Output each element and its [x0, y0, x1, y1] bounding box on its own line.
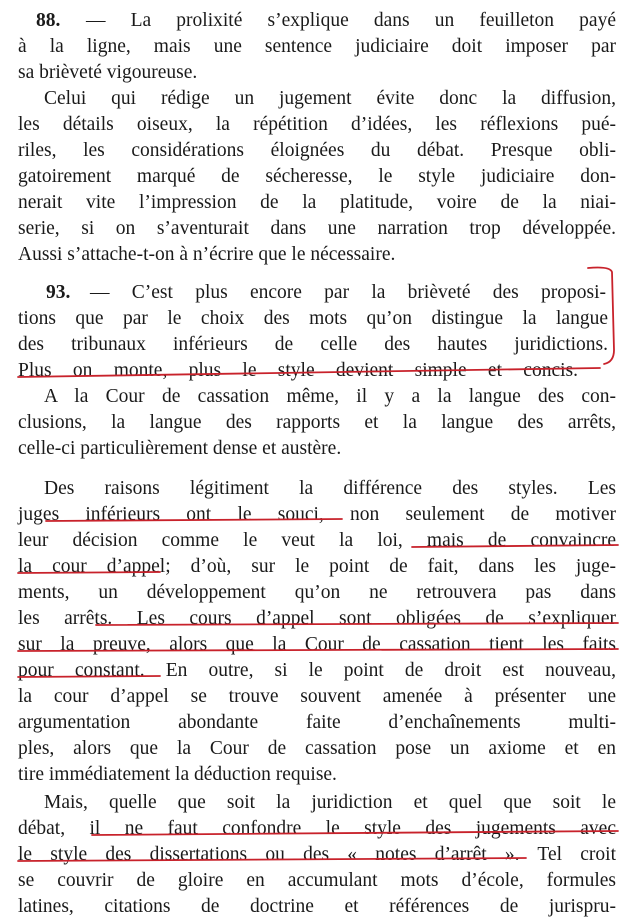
text-line: leur décision comme le veut la loi, mais de convaincre	[18, 530, 616, 551]
text-line: Plus on monte, plus le style devient simple et concis.	[18, 360, 578, 381]
text-line: latines, citations de doctrine et références de jurispru-	[18, 896, 616, 917]
text-line: A la Cour de cassation même, il y a la langue des con-	[44, 386, 616, 407]
text-line: celle-ci particulièrement dense et austère.	[18, 438, 342, 459]
text-line: la cour d’appel se trouve souvent amenée à présenter une	[18, 686, 616, 707]
text-line: — La prolixité s’explique dans un feuilleton payé	[86, 10, 616, 31]
text-line: juges inférieurs ont le souci, non seulement de motiver	[18, 504, 616, 525]
text-line: sur la preuve, alors que la Cour de cassation tient les faits	[18, 634, 616, 655]
text-line: nerait vite l’impression de la platitude, voire de la niai-	[18, 192, 616, 213]
text-line: sa brièveté vigoureuse.	[18, 62, 198, 83]
text-line: Aussi s’attache-t-on à n’écrire que le nécessaire.	[18, 244, 396, 265]
text-line: pour constant. En outre, si le point de droit est nouveau,	[18, 660, 616, 681]
text-line: Celui qui rédige un jugement évite donc la diffusion,	[44, 88, 616, 109]
text-line: — C’est plus encore par la brièveté des proposi-	[90, 282, 606, 303]
text-line: à la ligne, mais une sentence judiciaire doit imposer par	[18, 36, 616, 57]
text-line: tire immédiatement la déduction requise.	[18, 764, 337, 785]
text-line: Mais, quelle que soit la juridiction et quel que soit le	[44, 792, 616, 813]
text-line: riles, les considérations éloignées du débat. Presque obli-	[18, 140, 616, 161]
text-line: clusions, la langue des rapports et la langue des arrêts,	[18, 412, 616, 433]
text-line: les arrêts. Les cours d’appel sont obligées de s’expliquer	[18, 608, 616, 629]
text-line: débat, il ne faut confondre le style des jugements avec	[18, 818, 616, 839]
text-line: gatoirement marqué de sécheresse, le style judiciaire don-	[18, 166, 616, 187]
section-number-93: 93.	[46, 282, 71, 303]
text-line: argumentation abondante faite d’enchaînements multi-	[18, 712, 616, 733]
text-line: ments, un développement qu’on ne retrouvera pas dans	[18, 582, 616, 603]
text-line: des tribunaux inférieurs de celle des hautes juridictions.	[18, 334, 608, 355]
text-line: se couvrir de gloire en accumulant mots d’école, formules	[18, 870, 616, 891]
text-line: la cour d’appel; d’où, sur le point de fait, dans les juge-	[18, 556, 616, 577]
text-line: serie, si on s’aventurait dans une narration trop développée.	[18, 218, 616, 239]
text-line: Des raisons légitiment la différence des styles. Les	[44, 478, 616, 499]
text-line: tions que par le choix des mots qu’on distingue la langue	[18, 308, 608, 329]
section-number-88: 88.	[36, 10, 61, 31]
text-line: les détails oiseux, la répétition d’idées, les réflexions pué-	[18, 114, 616, 135]
text-line: ples, alors que la Cour de cassation pose un axiome et en	[18, 738, 616, 759]
text-line: le style des dissertations ou des « notes d’arrêt ». Tel croit	[18, 844, 616, 865]
